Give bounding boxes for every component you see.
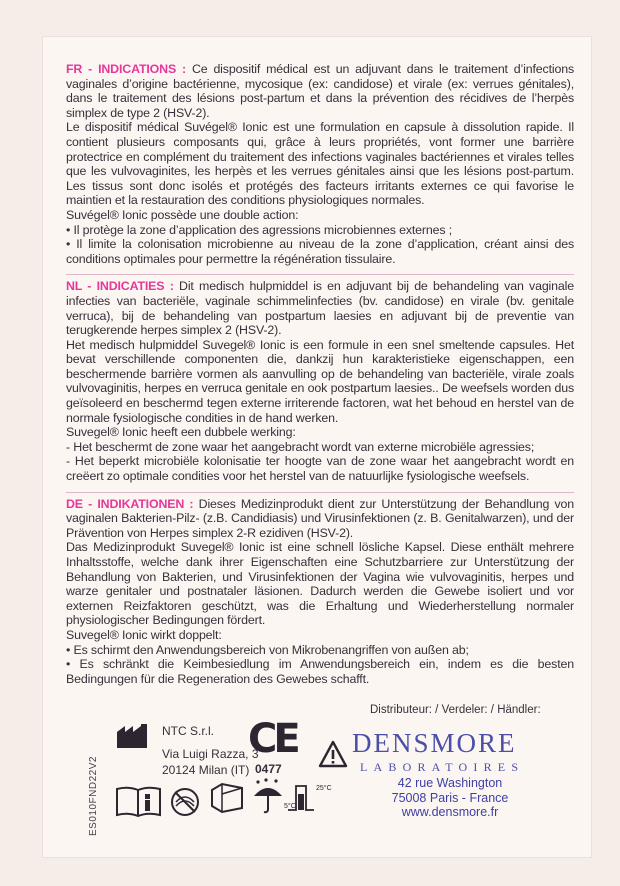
nl-paragraph-2: Het medisch hulpmiddel Suvegel® Ionic is een formule in een snel smeltende capsules. Het bevat verschillende componenten die, dankzij hun karakteristieke eigenschappen, een beschermende barrière vormen als aanvulling op de behandeling van bacteriële, virale zoals vulvovaginitis, herpes en verruca genitale en ook postpartum laesies.. De weefsels worden dus geïsoleerd en beschermd tegen externe irriterende factoren, wat het behoud en herstel van de normale fysiologische condities in de hand werken.: [66, 337, 574, 425]
ce-mark: CE: [248, 716, 297, 762]
fr-paragraph-3: Suvégel® Ionic possède une double action:: [66, 207, 299, 222]
instructions-icon: [114, 785, 164, 819]
nl-bullet-1: - Het beschermt de zone waar het aangebracht wordt van externe microbiële agressies;: [66, 439, 535, 454]
divider: [66, 492, 574, 493]
divider: [66, 274, 574, 275]
manufacturer-icon: [115, 722, 153, 750]
fr-paragraph-1: [66, 62, 574, 120]
distributor-label: Distributeur: / Verdeler: / Händler:: [370, 704, 541, 716]
nl-bullet-2: - Het beperkt microbiële kolonisatie ter hoogte van de zone waar het aangebracht wordt en creëert zo optimale condities voor het herstel van de natuurlijke fysiologische weefsels.: [66, 454, 574, 484]
fr-indications-text: Ce dispositif médical est un adjuvant dans le traitement d’infections vaginales d’origine bactérienne, mycosique (ex: candidose) et virale (ex: verrues génitales), dans le traitement des lésions post-partum et dans la prévention des récidives de l’herpès simplex de type 2 (HSV-2).: [66, 62, 574, 120]
de-bullet-1: • Es schirmt den Anwendungsbereich von Mikrobenangriffen von außen ab;: [66, 642, 469, 657]
fr-header: FR - INDICATIONS :: [66, 62, 186, 76]
distributor-website[interactable]: www.densmore.fr: [401, 805, 499, 819]
distributor-address-1: 42 rue Washington: [397, 776, 503, 790]
sterile-damaged-icon: [208, 780, 248, 816]
nl-indications-text: Dit medisch hulpmiddel is en adjuvant bij de behandeling van vaginale infecties van bacteriële, vaginale schimmelinfecties (bv. candidose) en virale (bv. genitale verruca), bij de behandeling van postpartum laesies en adjuvant bij de preventie van terugkerende herpes simplex 2 (HSV-2).: [66, 279, 574, 338]
de-bullet-2: • Es schränkt die Keimbesiedlung im Anwendungsbereich ein, indem es die besten Bedingungen für die Regeneration des Gewebes schafft.: [66, 657, 574, 686]
fr-bullet-1: • Il protège la zone d’application des agressions microbiennes externes ;: [66, 222, 452, 237]
nl-paragraph-1: [66, 279, 574, 337]
manufacturer-name: NTC S.r.l.: [162, 724, 215, 738]
leaflet-text: [66, 62, 574, 694]
section-de: [66, 497, 574, 687]
de-indications-text: Dieses Medizinprodukt dient zur Unterstützung der Behandlung von vaginalen Bakterien-Pilz- (z.B. Candidiasis) und Virusinfektionen (z. B. Genitalwarzen), und der Prävention von Herpes simplex 2-R ezidiven (HSV-2).: [66, 496, 574, 540]
de-paragraph-2: Das Medizinprodukt Suvegel® Ionic ist eine schnell lösliche Kapsel. Diese enthält mehrere Inhaltsstoffe, welche dank ihrer Eigenschaften eine Schutzbarriere zur Unterstützung der Behandlung von Bakterien, und Virusinfektionen der Vagina wie vulvovaginitis, herpes und warze genitaler und postnataler läsionen. Dadurch werden die Gewebe isoliert und vor externen Reizfaktoren geschützt, was die Erhaltung und Wiederherstellung normaler physiologischer Bedingungen fördert.: [66, 540, 574, 628]
de-paragraph-3: Suvegel® Ionic wirkt doppelt:: [66, 627, 222, 642]
fr-bullet-2: • Il limite la colonisation microbienne au niveau de la zone d’application, créant ainsi des conditions optimales pour permettre la régénération tissulaire.: [66, 237, 574, 266]
temperature-limit-icon: [284, 780, 332, 818]
notified-body-number: 0477: [255, 762, 282, 776]
distributor-address: [365, 776, 535, 820]
section-nl: [66, 279, 574, 483]
de-paragraph-1: [66, 497, 574, 541]
keep-dry-icon: [250, 776, 286, 816]
fr-paragraph-2: Le dispositif médical Suvégel® Ionic est une formulation en capsule à dissolution rapide. Il contient plusieurs composants qui, grâce à leurs propriétés, vont former une barrière protectrice en complément du traitement des infections vaginales bactériennes et virales telles que les vulvovaginites, les herpès et les verrues génitales ainsi que les lésions post-partum. Les tissus sont donc isolés et protégés des facteurs irritants externes ce qui favorise le maintien et la restauration des conditions physiologiques normales.: [66, 120, 574, 208]
lot-code: ES010FND22V2: [88, 756, 99, 836]
manufacturer-address-1: Via Luigi Razza, 3: [162, 747, 259, 761]
distributor-brand: DENSMORE: [352, 728, 517, 758]
manufacturer-address-2: 20124 Milan (IT): [162, 763, 250, 777]
temp-min-label: 5°C: [284, 803, 296, 810]
no-reuse-icon: [168, 786, 202, 818]
warning-icon: [318, 740, 348, 768]
distributor-subtitle: LABORATOIRES: [360, 760, 525, 774]
nl-paragraph-3: Suvegel® Ionic heeft een dubbele werking:: [66, 425, 296, 440]
distributor-address-2: 75008 Paris - France: [391, 790, 509, 805]
temp-max-label: 25°C: [316, 785, 332, 792]
de-header: DE - INDIKATIONEN :: [66, 496, 194, 511]
section-fr: [66, 62, 574, 266]
nl-header: NL - INDICATIES :: [66, 279, 174, 294]
